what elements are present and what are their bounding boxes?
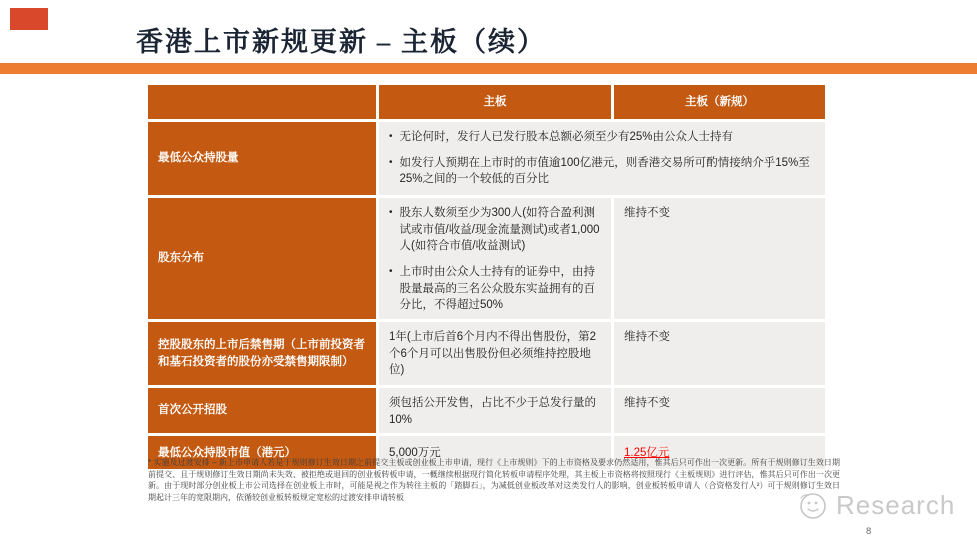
title-divider-bar — [0, 63, 977, 74]
bullet-text: 股东人数须至少为300人(如符合盈利测试或市值/收益/现金流量测试)或者1,000人(如符合市值/收益测试) — [399, 207, 600, 253]
bullet-icon: • — [389, 131, 393, 142]
bullet-text: 无论何时，发行人已发行股本总额必须至少有25%由公众人士持有 — [399, 131, 734, 143]
bullet-item — [389, 129, 815, 146]
row-main-content — [379, 198, 611, 319]
row-main-content: 5,000万元 — [379, 436, 611, 469]
table-row — [148, 122, 825, 195]
row-new-rule: 维持不变 — [614, 198, 825, 319]
table-row — [148, 198, 825, 319]
row-main-content: 须包括公开发售，占比不少于总发行量的10% — [379, 388, 611, 433]
row-label: 最低公众持股市值（港元） — [148, 436, 376, 469]
row-label: 首次公开招股 — [148, 388, 376, 433]
bullet-text: 如发行人预期在上市时的市值逾100亿港元，则香港交易所可酌情接纳介乎15%至25%之间的一个较低的百分比 — [399, 156, 810, 186]
bullet-item — [389, 264, 601, 314]
page-title: 香港上市新规更新 – 主板（续） — [136, 27, 546, 57]
row-main-content — [379, 122, 825, 195]
page-number: 8 — [866, 526, 872, 537]
row-new-rule: 维持不变 — [614, 322, 825, 385]
highlighted-value: 1.25亿元 — [624, 446, 670, 459]
bullet-icon: • — [389, 156, 393, 168]
bullet-icon: • — [389, 207, 393, 218]
bullet-text: 上市时由公众人士持有的证券中，由持股量最高的三名公众股东实益拥有的百分比，不得超过50% — [399, 266, 596, 312]
row-label: 控股股东的上市后禁售期（上市前投资者和基石投资者的股份亦受禁售期限制） — [148, 322, 376, 385]
bullet-item — [389, 155, 815, 188]
bullet-icon: • — [389, 266, 393, 278]
bullet-item — [389, 205, 601, 255]
row-label: 股东分布 — [148, 198, 376, 319]
smiley-logo-icon — [797, 489, 829, 521]
brand-logo-text: Research — [836, 489, 956, 520]
header-cell-main-board-new: 主板（新规） — [614, 85, 825, 119]
table-header-row — [148, 85, 825, 119]
header-cell-main-board: 主板 — [379, 85, 611, 119]
brand-logo — [797, 489, 955, 521]
row-label: 最低公众持股量 — [148, 122, 376, 195]
row-main-content: 1年(上市后首6个月内不得出售股份，第2个6个月可以出售股份但必须维持控股地位) — [379, 322, 611, 385]
table-row — [148, 388, 825, 433]
header-cell-empty — [148, 85, 376, 119]
listing-rules-table — [148, 85, 825, 472]
corner-accent-mark — [10, 8, 48, 30]
footnote-text: * 实施及过渡安排 – 新上市申请人若是于规则修订生效日期之前提交主板或创业板上市申请，现行《上市规则》下的上市资格及要求仍然适用，惟其后只可作出一次更新。所有于规则修订生效日期前提交、且于规则修订生效日期尚未失效、被拒绝或退回的创业板转板申请，一概继续根据现行简化转板申请程序处理，其主板上市资格将按照现行《主板规则》进行评估，惟其后只可作出一次更新。由于现时部分创业板上市公司选择在创业板上市时，可能是视之作为转往主板的「踏脚石」，为减低创业板改革对这类发行人的影响，创业板转板申请人（合资格发行人²）可于规则修订生效日期起计三年的宽限期内，依循较创业板转板规定宽松的过渡安排申请转板 — [148, 458, 840, 502]
row-new-rule: 维持不变 — [614, 388, 825, 433]
table-row — [148, 322, 825, 385]
